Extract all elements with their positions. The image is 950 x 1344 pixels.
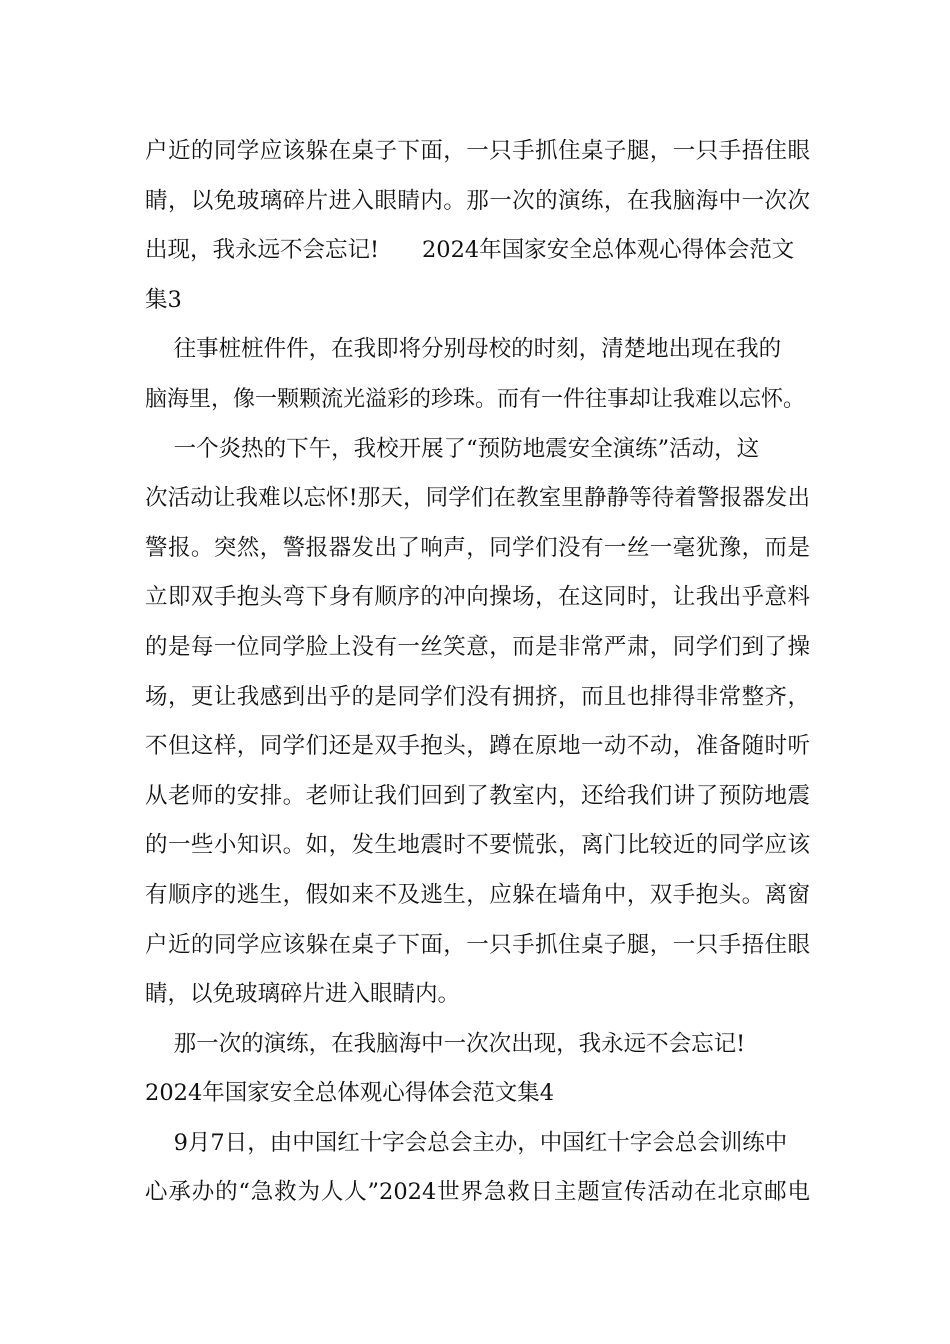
text-line: 睛，以免玻璃碎片进入眼睛内。那一次的演练，在我脑海中一次次 (145, 187, 810, 214)
text-line: 立即双手抱头弯下身有顺序的冲向操场，在这同时，让我出乎意料 (145, 584, 810, 611)
text-line: 心承办的“急救为人人”2024世界急救日主题宣传活动在北京邮电 (145, 1179, 810, 1206)
text-line: 出现，我永远不会忘记! 2024年国家安全总体观心得体会范文 (145, 237, 795, 264)
text-line: 那一次的演练，在我脑海中一次次出现，我永远不会忘记! (145, 1030, 746, 1057)
text-line: 的一些小知识。如，发生地震时不要慌张，离门比较近的同学应该 (145, 832, 810, 859)
text-line: 9月7日，由中国红十字会总会主办，中国红十字会总会训练中 (145, 1129, 788, 1156)
text-line: 从老师的安排。老师让我们回到了教室内，还给我们讲了预防地震 (145, 782, 810, 809)
text-line: 一个炎热的下午，我校开展了“预防地震安全演练”活动，这 (145, 435, 760, 462)
section-heading: 2024年国家安全总体观心得体会范文集4 (145, 1080, 555, 1107)
document-body (145, 127, 810, 1218)
text-line: 有顺序的逃生，假如来不及逃生，应躲在墙角中，双手抱头。离窗 (145, 881, 810, 908)
text-line: 的是每一位同学脸上没有一丝笑意，而是非常严肃，同学们到了操 (145, 633, 810, 660)
text-line: 脑海里，像一颗颗流光溢彩的珍珠。而有一件往事却让我难以忘怀。 (145, 386, 806, 412)
text-line: 往事桩桩件件，在我即将分别母校的时刻，清楚地出现在我的 (145, 336, 782, 363)
text-line: 睛，以免玻璃碎片进入眼睛内。 (145, 981, 461, 1008)
text-line: 不但这样，同学们还是双手抱头，蹲在原地一动不动，准备随时听 (145, 733, 810, 760)
text-line: 场，更让我感到出乎的是同学们没有拥挤，而且也排得非常整齐， (145, 683, 810, 710)
text-line: 次活动让我难以忘怀!那天，同学们在教室里静静等待着警报器发出 (145, 485, 810, 512)
text-line: 集3 (145, 286, 182, 313)
text-line: 警报。突然，警报器发出了响声，同学们没有一丝一毫犹豫，而是 (145, 534, 810, 561)
text-line: 户近的同学应该躲在桌子下面，一只手抓住桌子腿，一只手捂住眼 (145, 931, 810, 958)
text-line: 户近的同学应该躲在桌子下面，一只手抓住桌子腿，一只手捂住眼 (145, 138, 810, 164)
